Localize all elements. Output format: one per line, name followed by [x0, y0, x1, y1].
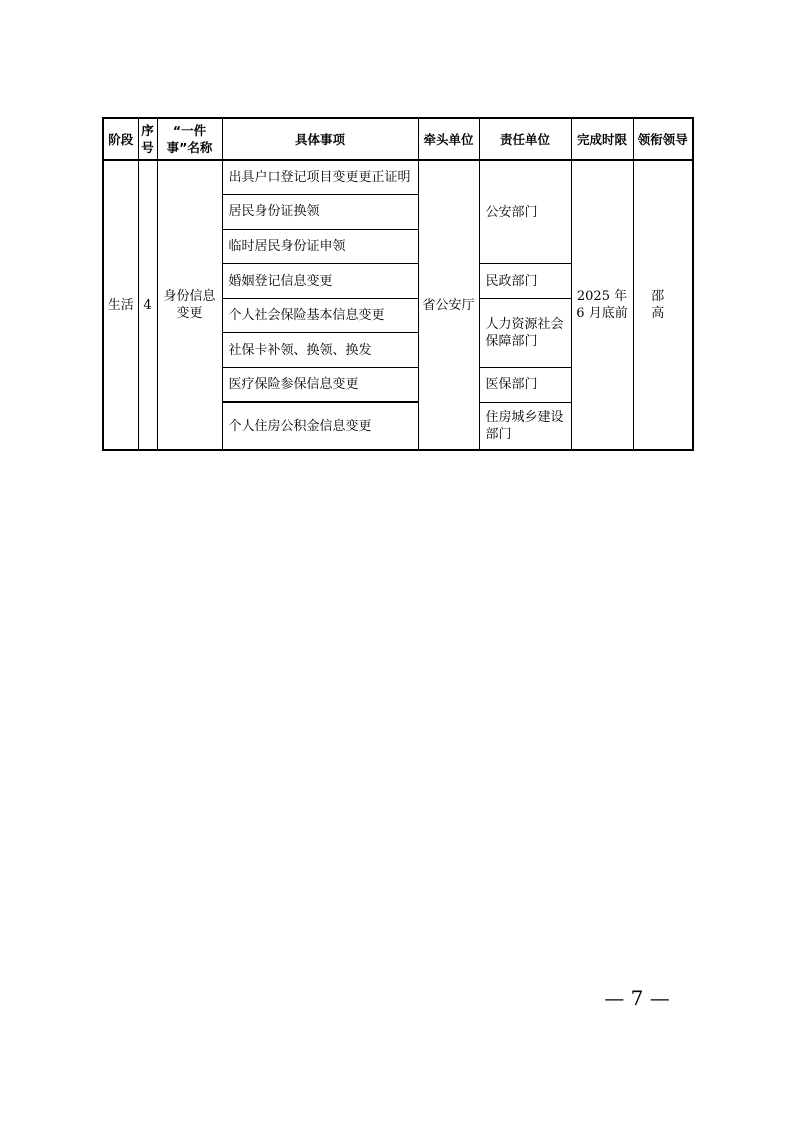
stage-cell: 生活: [103, 160, 138, 450]
leader-cell: 邵 高: [633, 160, 693, 450]
header-deadline: 完成时限: [571, 118, 633, 160]
header-name: “一件事”名称: [157, 118, 222, 160]
header-row: [103, 118, 693, 160]
item-cell: 社保卡补领、换领、换发: [222, 333, 418, 368]
item-cell: 居民身份证换领: [222, 195, 418, 230]
deadline-cell: 2025 年 6 月底前: [571, 160, 633, 450]
item-cell: 医疗保险参保信息变更: [222, 368, 418, 403]
item-cell: 个人社会保险基本信息变更: [222, 298, 418, 333]
seq-cell: 4: [138, 160, 157, 450]
header-lead-unit: 牵头单位: [418, 118, 479, 160]
item-cell: 出具户口登记项目变更更正证明: [222, 160, 418, 195]
table-row: [103, 160, 693, 195]
header-item: 具体事项: [222, 118, 418, 160]
header-seq: 序号: [138, 118, 157, 160]
task-table: [102, 117, 694, 451]
item-cell: 婚姻登记信息变更: [222, 264, 418, 299]
item-cell: 个人住房公积金信息变更: [222, 402, 418, 450]
lead-unit-cell: 省公安厅: [418, 160, 479, 450]
resp-unit-cell: 医保部门: [479, 368, 571, 403]
header-stage: 阶段: [103, 118, 138, 160]
page-number: — 7 —: [604, 986, 670, 1010]
resp-unit-cell: 民政部门: [479, 264, 571, 299]
resp-unit-cell: 住房城乡建设部门: [479, 402, 571, 450]
resp-unit-cell: 人力资源社会保障部门: [479, 298, 571, 367]
name-cell: 身份信息变更: [157, 160, 222, 450]
resp-unit-cell: 公安部门: [479, 160, 571, 264]
item-cell: 临时居民身份证申领: [222, 229, 418, 264]
header-leader: 领衔领导: [633, 118, 693, 160]
header-resp-unit: 责任单位: [479, 118, 571, 160]
